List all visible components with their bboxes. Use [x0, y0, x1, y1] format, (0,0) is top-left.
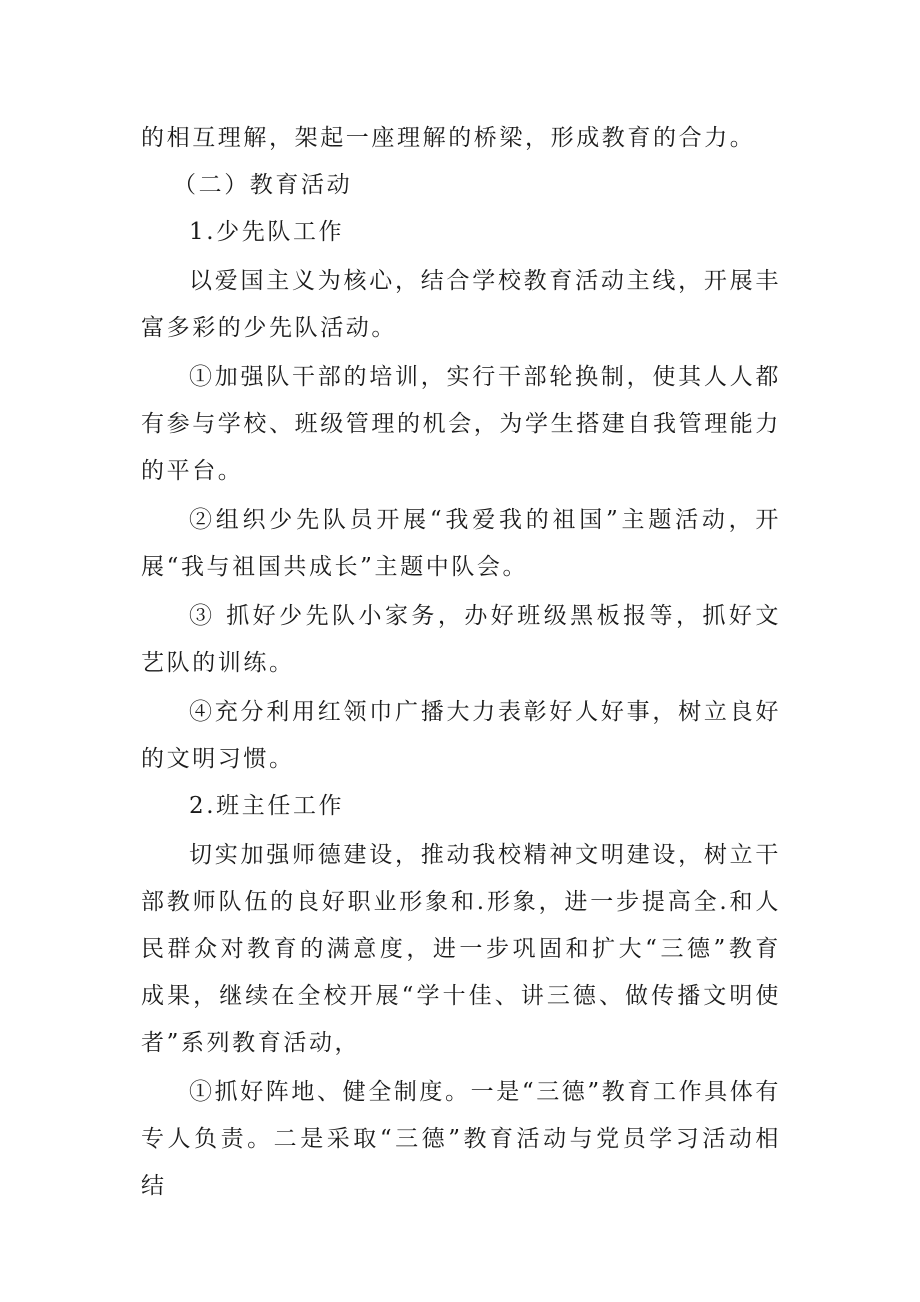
list-item-2-theme-activity: ②组织少先队员开展“我爱我的祖国”主题活动，开展“我与祖国共成长”主题中队会。: [141, 507, 781, 580]
paragraph-young-pioneers-intro: 以爱国主义为核心，结合学校教育活动主线，开展丰富多彩的少先队活动。: [141, 268, 781, 341]
document-body: [141, 115, 781, 1210]
list-item-4-broadcast: ④充分利用红领巾广播大力表彰好人好事，树立良好的文明习惯。: [141, 699, 781, 772]
subheading-head-teacher-work: 2.班主任工作: [189, 793, 345, 819]
section-heading-education-activities: （二）教育活动: [173, 172, 353, 198]
paragraph-continuation: 的相互理解，架起一座理解的桥梁，形成教育的合力。: [141, 125, 756, 151]
list-item-1-cadre-training: ①加强队干部的培训，实行干部轮换制，使其人人都有参与学校、班级管理的机会，为学生搭建自我管理能力的平台。: [141, 364, 781, 484]
list-item-3-housekeeping: ③ 抓好少先队小家务，办好班级黑板报等，抓好文艺队的训练。: [141, 603, 781, 676]
subheading-young-pioneers-work: 1.少先队工作: [189, 219, 345, 245]
list-item-1-positions-systems: ①抓好阵地、健全制度。一是“三德”教育工作具体有专人负责。二是采取“三德”教育活动与党员学习活动相结: [141, 1079, 781, 1199]
paragraph-head-teacher-intro: 切实加强师德建设，推动我校精神文明建设，树立干部教师队伍的良好职业形象和.形象，进一步提高全.和人民群众对教育的满意度，进一步巩固和扩大“三德”教育成果，继续在全校开展“学十佳、讲三德、做传播文明使者”系列教育活动，: [141, 842, 781, 1056]
